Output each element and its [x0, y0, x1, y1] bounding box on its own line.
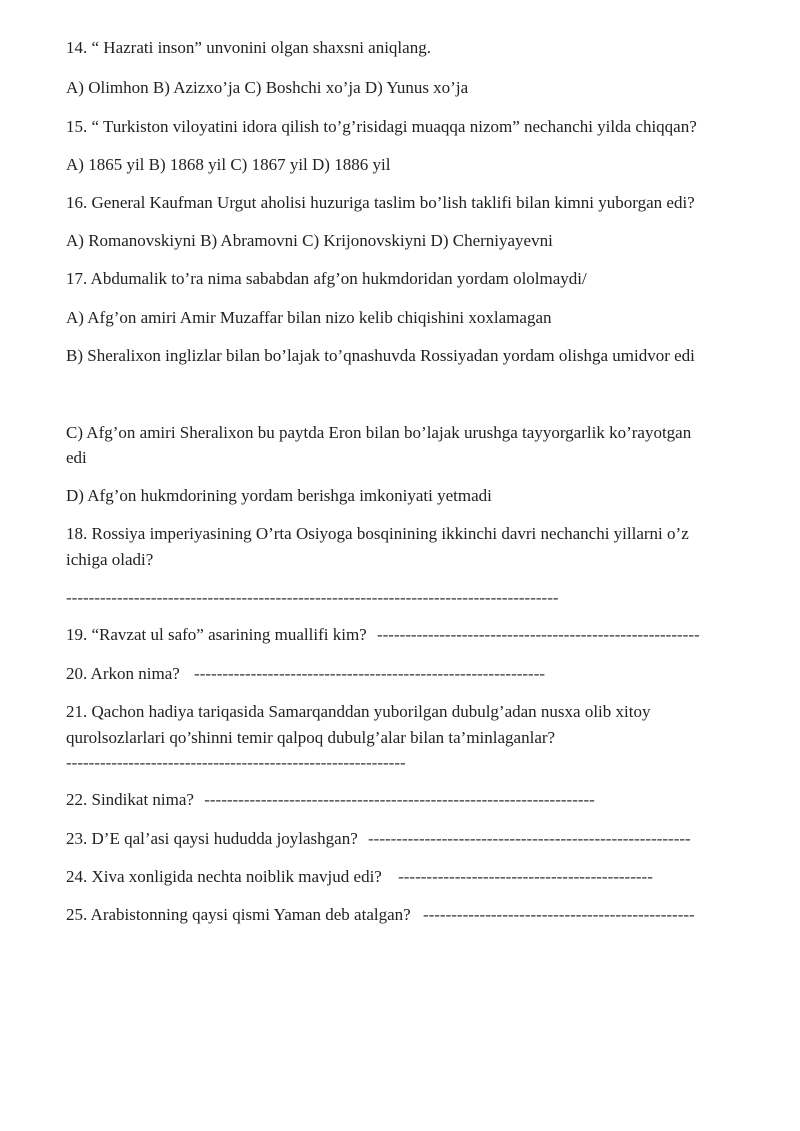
question-16: 16. General Kaufman Urgut aholisi huzuriga taslim bo’lish taklifi bilan kimni yuborgan edi?	[66, 193, 695, 212]
question-17-option-c: C) Afg’on amiri Sheralixon bu paytda Eron bilan bo’lajak urushga tayyorgarlik ko’rayotgan	[66, 423, 692, 442]
question-14-options: A) Olimhon B) Azizxo’ja C) Boshchi xo’ja D) Yunus xo’ja	[66, 78, 469, 97]
question-23	[66, 827, 691, 851]
question-23-text: 23. D’E qal’asi qaysi hududda joylashgan?	[66, 829, 358, 848]
answer-line-25[interactable]: ------------------------------------------------	[422, 905, 695, 924]
question-17-option-b: B) Sheralixon inglizlar bilan bo’lajak to’qnashuvda Rossiyadan yordam olishga umidvor edi	[66, 346, 695, 365]
question-18: 18. Rossiya imperiyasining O’rta Osiyoga bosqinining ikkinchi davri nechanchi yillarni o’z	[66, 524, 689, 543]
answer-line-22[interactable]: ---------------------------------------------------------------------	[204, 790, 595, 809]
question-18-cont: ichiga oladi?	[66, 550, 154, 569]
question-25-text: 25. Arabistonning qaysi qismi Yaman deb atalgan?	[66, 905, 411, 924]
question-19	[66, 623, 700, 647]
question-17-option-d: D) Afg’on hukmdorining yordam berishga imkoniyati yetmadi	[66, 486, 492, 505]
question-17-option-c-cont: edi	[66, 448, 87, 467]
question-15: 15. “ Turkiston viloyatini idora qilish to’g’risidagi muaqqa nizom” nechanchi yilda chiqqan?	[66, 117, 697, 136]
question-20	[66, 662, 545, 686]
question-16-options: A) Romanovskiyni B) Abramovni C) Krijonovskiyni D) Cherniyayevni	[66, 231, 553, 250]
question-24	[66, 865, 653, 889]
question-21-cont: qurolsozlarlari qo’shinni temir qalpoq dubulg’alar bilan ta’minlaganlar?	[66, 728, 556, 747]
question-22	[66, 788, 595, 812]
question-22-text: 22. Sindikat nima?	[66, 790, 194, 809]
answer-line-23[interactable]: ---------------------------------------------------------	[368, 829, 691, 848]
answer-line-24[interactable]: ---------------------------------------------	[398, 867, 653, 886]
answer-line-21[interactable]: ------------------------------------------------------------	[66, 753, 406, 772]
answer-line-19[interactable]: ---------------------------------------------------------	[376, 625, 700, 644]
question-21: 21. Qachon hadiya tariqasida Samarqanddan yuborilgan dubulg’adan nusxa olib xitoy	[66, 702, 651, 721]
question-17-option-a: A) Afg’on amiri Amir Muzaffar bilan nizo kelib chiqishini xoxlamagan	[66, 308, 552, 327]
question-20-text: 20. Arkon nima?	[66, 664, 180, 683]
answer-line-18[interactable]: ---------------------------------------------------------------------------------------	[66, 588, 559, 607]
answer-line-20[interactable]: --------------------------------------------------------------	[194, 664, 546, 683]
question-25	[66, 903, 695, 927]
question-24-text: 24. Xiva xonligida nechta noiblik mavjud edi?	[66, 867, 382, 886]
question-19-text: 19. “Ravzat ul safo” asarining muallifi kim?	[66, 625, 367, 644]
question-15-options: A) 1865 yil B) 1868 yil C) 1867 yil D) 1886 yil	[66, 155, 391, 174]
question-17: 17. Abdumalik to’ra nima sababdan afg’on hukmdoridan yordam ololmaydi/	[66, 269, 587, 288]
question-14: 14. “ Hazrati inson” unvonini olgan shaxsni aniqlang.	[66, 38, 431, 57]
